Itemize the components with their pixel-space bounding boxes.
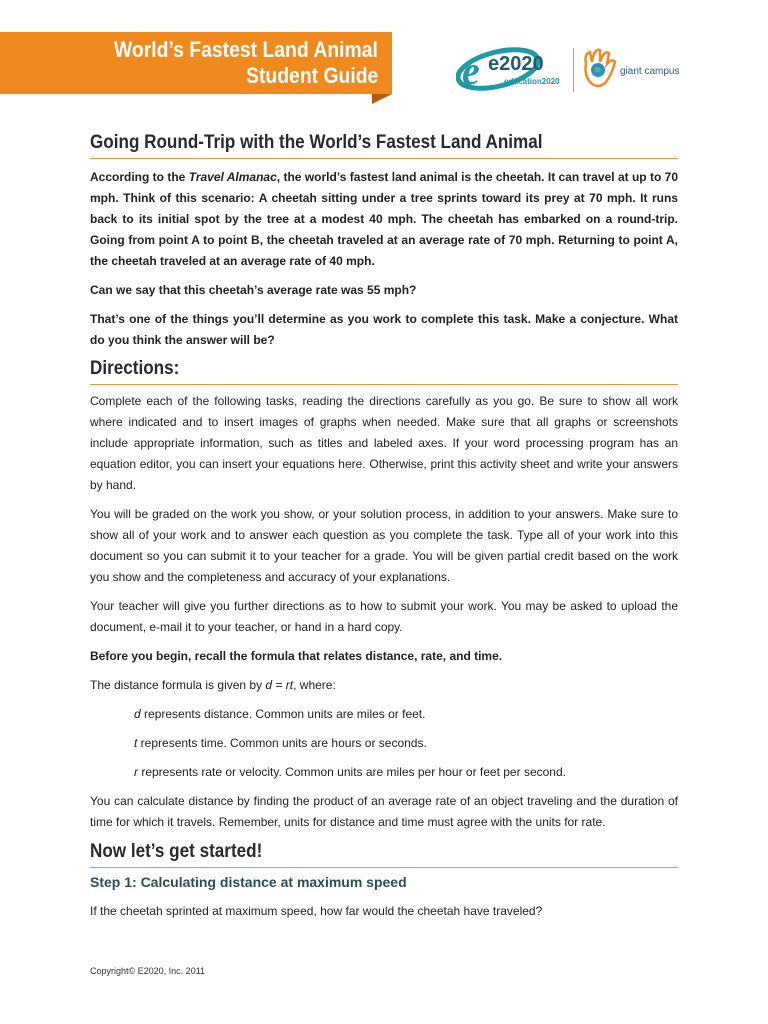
e2020-logo-e: e [462,48,480,93]
heading-rule [90,867,678,868]
section-heading-directions: Directions: [90,358,180,379]
directions-paragraph-1: Complete each of the following tasks, reading the directions carefully as you go. Be sure to show all work where indicated and to insert images of graphs when needed. Make sure that all graphs or screenshots include appropriate information, such as titles and labeled axes. If your word processing program has an equation editor, you can insert your equations here. Otherwise, print this activity sheet and write your answers by hand. [90,394,678,492]
heading-rule [90,158,678,159]
e2020-logo [456,44,574,94]
e2020-logo-text: e2020 [488,53,544,75]
logo-divider [573,48,574,92]
giant-campus-logo [580,44,702,94]
variable-r-definition: r represents rate or velocity. Common units are miles per hour or feet per second. [134,765,566,779]
copyright-footer: Copyright© E2020, Inc. 2011 [90,966,206,976]
intro-paragraph: According to the Travel Almanac, the world’s fastest land animal is the cheetah. It can travel at up to 70 mph. Think of this scenario: A cheetah sitting under a tree sprints toward its prey at 70 mph. It runs back to its initial spot by the tree at a modest 40 mph. The cheetah has embarked on a round-trip. Going from point A to point B, the cheetah traveled at an average rate of 70 mph. Returning to point A, the cheetah traveled at an average rate of 40 mph. [90,170,679,268]
variable-t-definition: t represents time. Common units are hours or seconds. [134,736,427,750]
travel-almanac-title: Travel Almanac [188,170,277,184]
guide-title-line1: World’s Fastest Land Animal [114,37,378,62]
heading-rule [90,384,678,385]
conjecture-paragraph: That’s one of the things you’ll determine as you work to complete this task. Make a conjecture. What do you think the answer will be? [90,312,678,347]
distance-formula: d = rt [265,678,294,692]
hand-globe-icon [586,50,616,86]
step-1-heading: Step 1: Calculating distance at maximum speed [90,874,407,890]
banner-fold [372,94,392,104]
directions-paragraph-3: Your teacher will give you further directions as to how to submit your work. You may be asked to upload the document, e-mail it to your teacher, or hand in a hard copy. [90,599,678,634]
directions-paragraph-2: You will be graded on the work you show, or your solution process, in addition to your answers. Make sure to show all of your work and to answer each question as you complete the task. Type all of your work into this document so you can submit it to your teacher for a grade. You will be given partial credit based on the work you show and the completeness and accuracy of your explanations. [90,507,678,584]
section-heading-round-trip: Going Round-Trip with the World’s Fastest Land Animal [90,132,543,153]
document-body [90,132,678,922]
guide-title-line2: Student Guide [245,63,378,88]
question-paragraph: Can we say that this cheetah’s average rate was 55 mph? [90,283,417,297]
variable-d-definition: d represents distance. Common units are miles or feet. [134,707,426,721]
section-heading-get-started: Now let’s get started! [90,841,263,862]
step-1-question: If the cheetah sprinted at maximum speed, how far would the cheetah have traveled? [90,904,543,918]
giant-campus-text: giant campus [620,66,680,77]
directions-paragraph-units: You can calculate distance by finding the product of an average rate of an object traveling and the duration of time for which it travels. Remember, units for distance and time must agree with the units for rate. [90,794,678,829]
formula-intro: Before you begin, recall the formula that relates distance, rate, and time. [90,649,503,663]
e2020-logo-sub: education2020 [504,77,560,86]
distance-formula-line: The distance formula is given by d = rt, where: [90,678,336,692]
header-banner [0,32,392,94]
